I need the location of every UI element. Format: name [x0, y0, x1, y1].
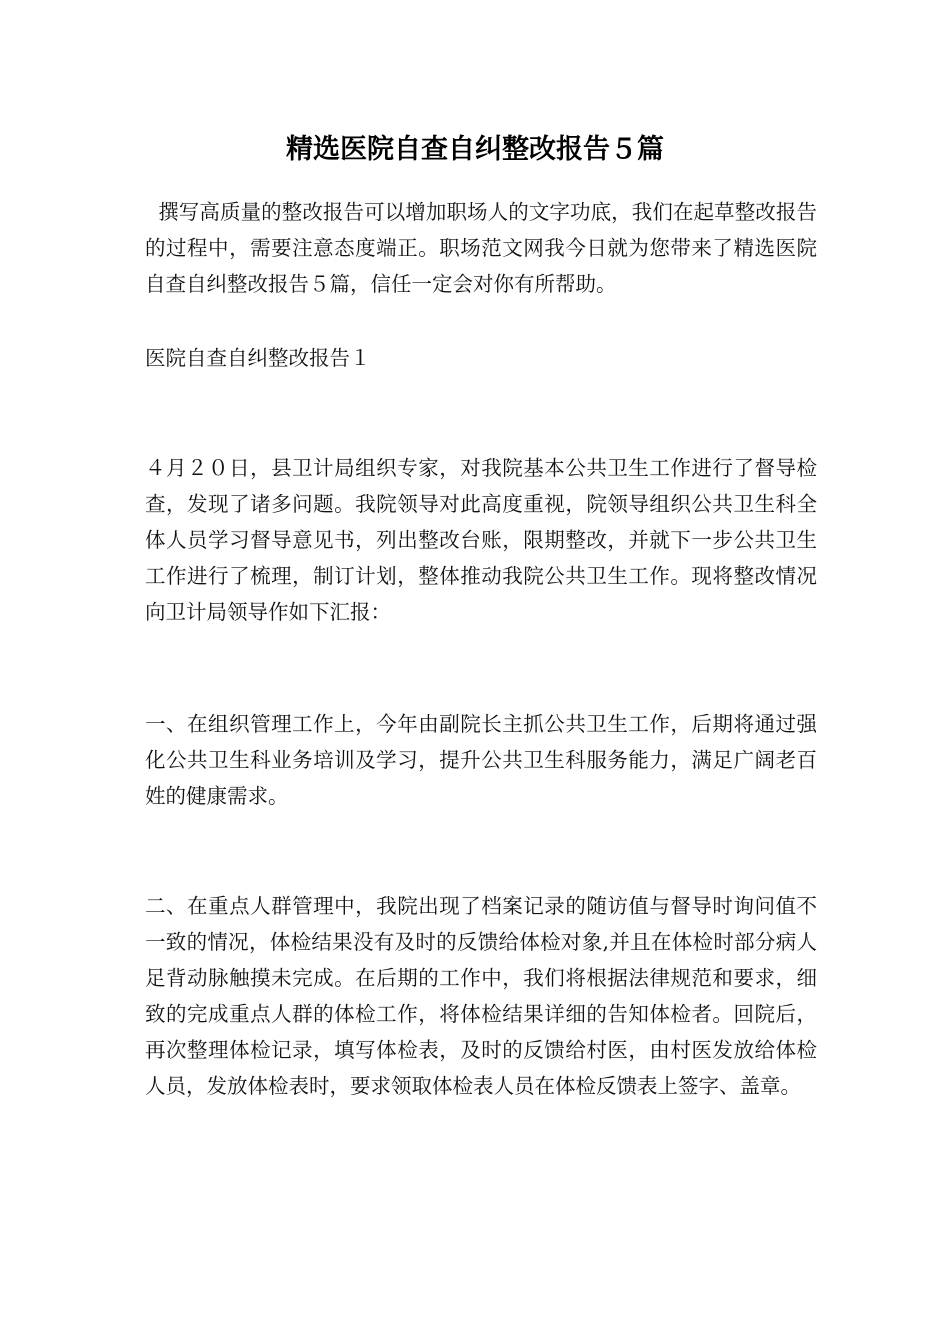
body-paragraph-3: 二、在重点人群管理中，我院出现了档案记录的随访值与督导时询问值不一致的情况，体检结果没有及时的反馈给体检对象,并且在体检时部分病人足背动脉触摸未完成。在后期的工作中，我们将根据法律规范和要求，细致的完成重点人群的体检工作，将体检结果详细的告知体检者。回院后，再次整理体检记录，填写体检表，及时的反馈给村医，由村医发放给体检人员，发放体检表时，要求领取体检表人员在体检反馈表上签字、盖章。 — [145, 894, 817, 1098]
body-paragraph-1: ４月２０日，县卫计局组织专家，对我院基本公共卫生工作进行了督导检查，发现了诸多问题。我院领导对此高度重视，院领导组织公共卫生科全体人员学习督导意见书，列出整改台账，限期整改，并就下一步公共卫生工作进行了梳理，制订计划，整体推动我院公共卫生工作。现将整改情况向卫计局领导作如下汇报： — [145, 456, 817, 624]
document-title: 精选医院自查自纠整改报告５篇 — [286, 134, 664, 165]
body-paragraph-2: 一、在组织管理工作上，今年由副院长主抓公共卫生工作，后期将通过强化公共卫生科业务培训及学习，提升公共卫生科服务能力，满足广阔老百姓的健康需求。 — [145, 712, 817, 808]
intro-paragraph: 撰写高质量的整改报告可以增加职场人的文字功底，我们在起草整改报告的过程中，需要注意态度端正。职场范文网我今日就为您带来了精选医院自查自纠整改报告５篇，信任一定会对你有所帮助。 — [145, 200, 817, 296]
section-heading: 医院自查自纠整改报告１ — [145, 346, 371, 370]
